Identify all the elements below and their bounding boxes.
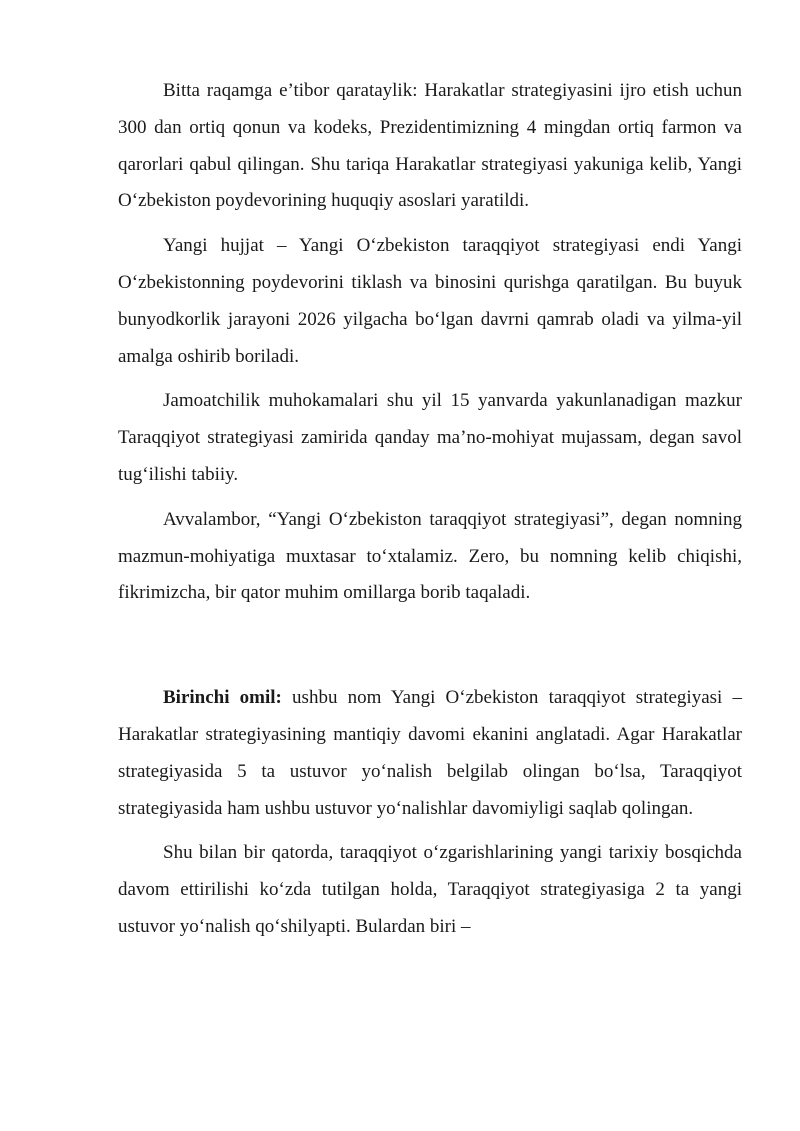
paragraph-public-discussion: Jamoatchilik muhokamalari shu yil 15 yanvarda yakunlanadigan mazkur Taraqqiyot strategiyasi zamirida qanday ma’no-mohiyat mujassam, degan savol tug‘ilishi tabiiy. [118,390,742,485]
paragraph-first-factor [118,680,742,827]
paragraph-new-document: Yangi hujjat – Yangi O‘zbekiston taraqqiyot strategiyasi endi Yangi O‘zbekistonning poydevorini tiklash va binosini qurishga qaratilgan. Bu buyuk bunyodkorlik jarayoni 2026 yilgacha bo‘lgan davrni qamrab oladi va yilma-yil amalga oshirib boriladi. [118,235,742,367]
first-factor-lead: Birinchi omil: [163,687,282,709]
paragraph-legal-basis: Bitta raqamga e’tibor qarataylik: Harakatlar strategiyasini ijro etish uchun 300 dan ortiq qonun va kodeks, Prezidentimizning 4 mingdan ortiq farmon va qarorlari qabul qilingan. Shu tariqa Harakatlar strategiyasi yakuniga kelib, Yangi O‘zbekiston poydevorining huquqiy asoslari yaratildi. [118,80,742,212]
first-factor-text: ushbu nom Yangi O‘zbekiston taraqqiyot strategiyasi – Harakatlar strategiyasining mantiqiy davomi ekanini anglatadi. Agar Harakatlar strategiyasida 5 ta ustuvor yo‘nalish belgilab olingan bo‘lsa, Taraqqiyot strategiyasida ham ushbu ustuvor yo‘nalishlar davomiyligi saqlab qolingan. [118,687,742,819]
section-spacer [118,620,742,680]
paragraph-new-directions: Shu bilan bir qatorda, taraqqiyot o‘zgarishlarining yangi tarixiy bosqichda davom ettirilishi ko‘zda tutilgan holda, Taraqqiyot strategiyasiga 2 ta yangi ustuvor yo‘nalish qo‘shilyapti. Bulardan biri – [118,842,742,937]
paragraph-name-meaning: Avvalambor, “Yangi O‘zbekiston taraqqiyot strategiyasi”, degan nomning mazmun-mohiyatiga muxtasar to‘xtalamiz. Zero, bu nomning kelib chiqishi, fikrimizcha, bir qator muhim omillarga borib taqaladi. [118,508,742,604]
document-page [118,73,742,954]
